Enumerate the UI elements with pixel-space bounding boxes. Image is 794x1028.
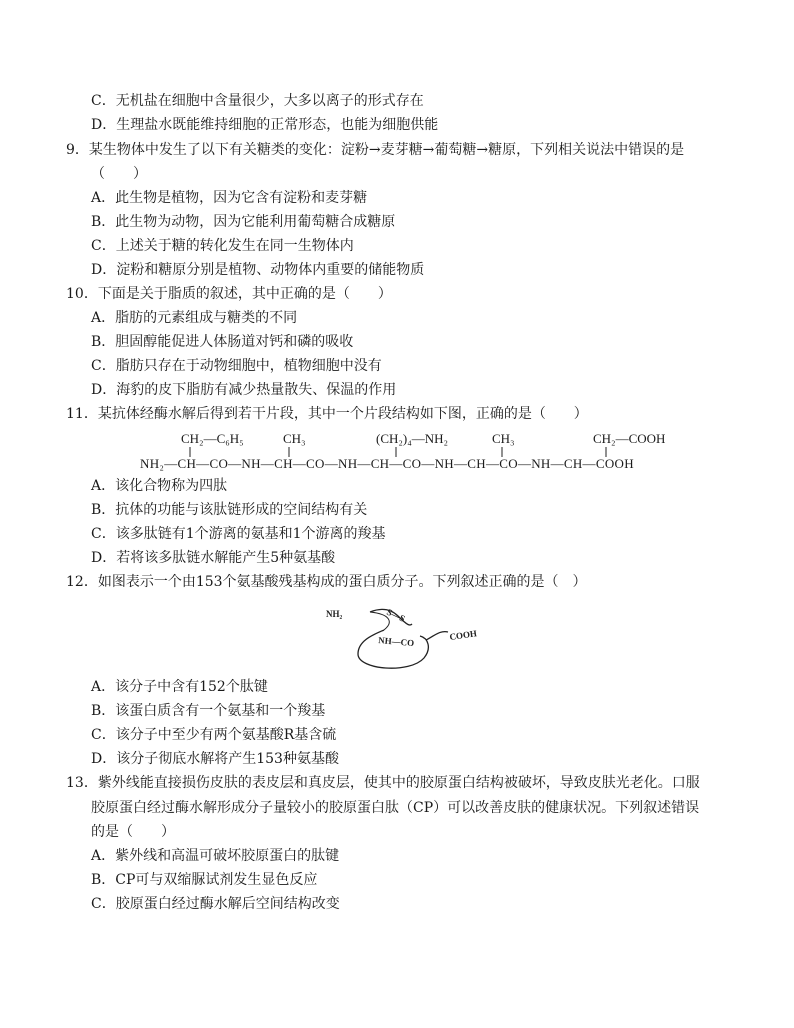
question-13-line-3: 的是（ ） [91, 824, 175, 840]
question-12: 12．如图表示一个由153个氨基酸残基构成的蛋白质分子。下列叙述正确的是（ ） [66, 574, 587, 590]
q8-option-c: C．无机盐在细胞中含量很少，大多以离子的形式存在 [91, 93, 424, 109]
q13-option-a: A．紫外线和高温可破坏胶原蛋白的肽键 [91, 848, 340, 864]
q11-option-c: C．该多肽链有1个游离的氨基和1个游离的羧基 [91, 526, 386, 542]
q13-option-b: B．CP可与双缩脲试剂发生显色反应 [91, 872, 318, 888]
q12-option-a: A．该分子中含有152个肽键 [91, 679, 268, 695]
side-chain-1: CH₂—C₆H₅ [181, 431, 244, 446]
protein-ss-label: S—S [385, 606, 407, 624]
q9-option-b: B．此生物为动物，因为它能利用葡萄糖合成糖原 [91, 214, 396, 230]
q12-option-c: C．该分子中至少有两个氨基酸R基含硫 [91, 727, 337, 743]
question-11: 11．某抗体经酶水解后得到若干片段，其中一个片段结构如下图，正确的是（ ） [66, 406, 588, 422]
protein-molecule-figure [320, 596, 520, 676]
side-chain-4: CH₃ [492, 431, 515, 446]
q10-option-b: B．胆固醇能促进人体肠道对钙和磷的吸收 [91, 334, 354, 350]
q12-option-b: B．该蛋白质含有一个氨基和一个羧基 [91, 703, 326, 719]
q10-option-c: C．脂肪只存在于动物细胞中，植物细胞中没有 [91, 358, 382, 374]
protein-nhco-label: NH—CO [377, 635, 415, 649]
main-chain: NH₂—CH—CO—NH—CH—CO—NH—CH—CO—NH—CH—CO—NH—CH—COOH [140, 456, 634, 471]
q9-option-d: D．淀粉和糖原分别是植物、动物体内重要的储能物质 [91, 262, 425, 278]
q13-option-c: C．胶原蛋白经过酶水解后空间结构改变 [91, 896, 340, 912]
q10-option-d: D．海豹的皮下脂肪有减少热量散失、保温的作用 [91, 382, 397, 398]
question-10: 10．下面是关于脂质的叙述，其中正确的是（ ） [66, 286, 392, 302]
question-13-line-2: 胶原蛋白经过酶水解形成分子量较小的胶原蛋白肽（CP）可以改善皮肤的健康状况。下列叙述错误 [91, 800, 700, 816]
q11-option-d: D．若将该多肽链水解能产生5种氨基酸 [91, 550, 336, 566]
protein-nh2-label: NH₂ [326, 609, 343, 619]
q11-option-a: A．该化合物称为四肽 [91, 478, 228, 494]
q8-option-d: D．生理盐水既能维持细胞的正常形态，也能为细胞供能 [91, 117, 439, 133]
question-13-line-1: 13．紫外线能直接损伤皮肤的表皮层和真皮层，使其中的胶原蛋白结构被破坏，导致皮肤光老化。口服 [66, 775, 700, 791]
q10-option-a: A．脂肪的元素组成与糖类的不同 [91, 310, 298, 326]
peptide-bonds [0, 0, 794, 470]
q9-option-a: A．此生物是植物，因为它含有淀粉和麦芽糖 [91, 190, 368, 206]
side-chain-3: (CH₂)₄—NH₂ [376, 431, 449, 446]
side-chain-5: CH₂—COOH [593, 431, 666, 446]
q11-option-b: B．抗体的功能与该肽链形成的空间结构有关 [91, 502, 368, 518]
q12-option-d: D．该分子彻底水解将产生153种氨基酸 [91, 751, 339, 767]
question-9: 9．某生物体中发生了以下有关糖类的变化：淀粉→麦芽糖→葡萄糖→糖原，下列相关说法中错误的是 [66, 142, 685, 158]
question-9-paren: （ ） [91, 166, 147, 182]
protein-cooh-label: COOH [448, 628, 478, 642]
side-chain-2: CH₃ [283, 431, 306, 446]
q9-option-c: C．上述关于糖的转化发生在同一生物体内 [91, 238, 354, 254]
